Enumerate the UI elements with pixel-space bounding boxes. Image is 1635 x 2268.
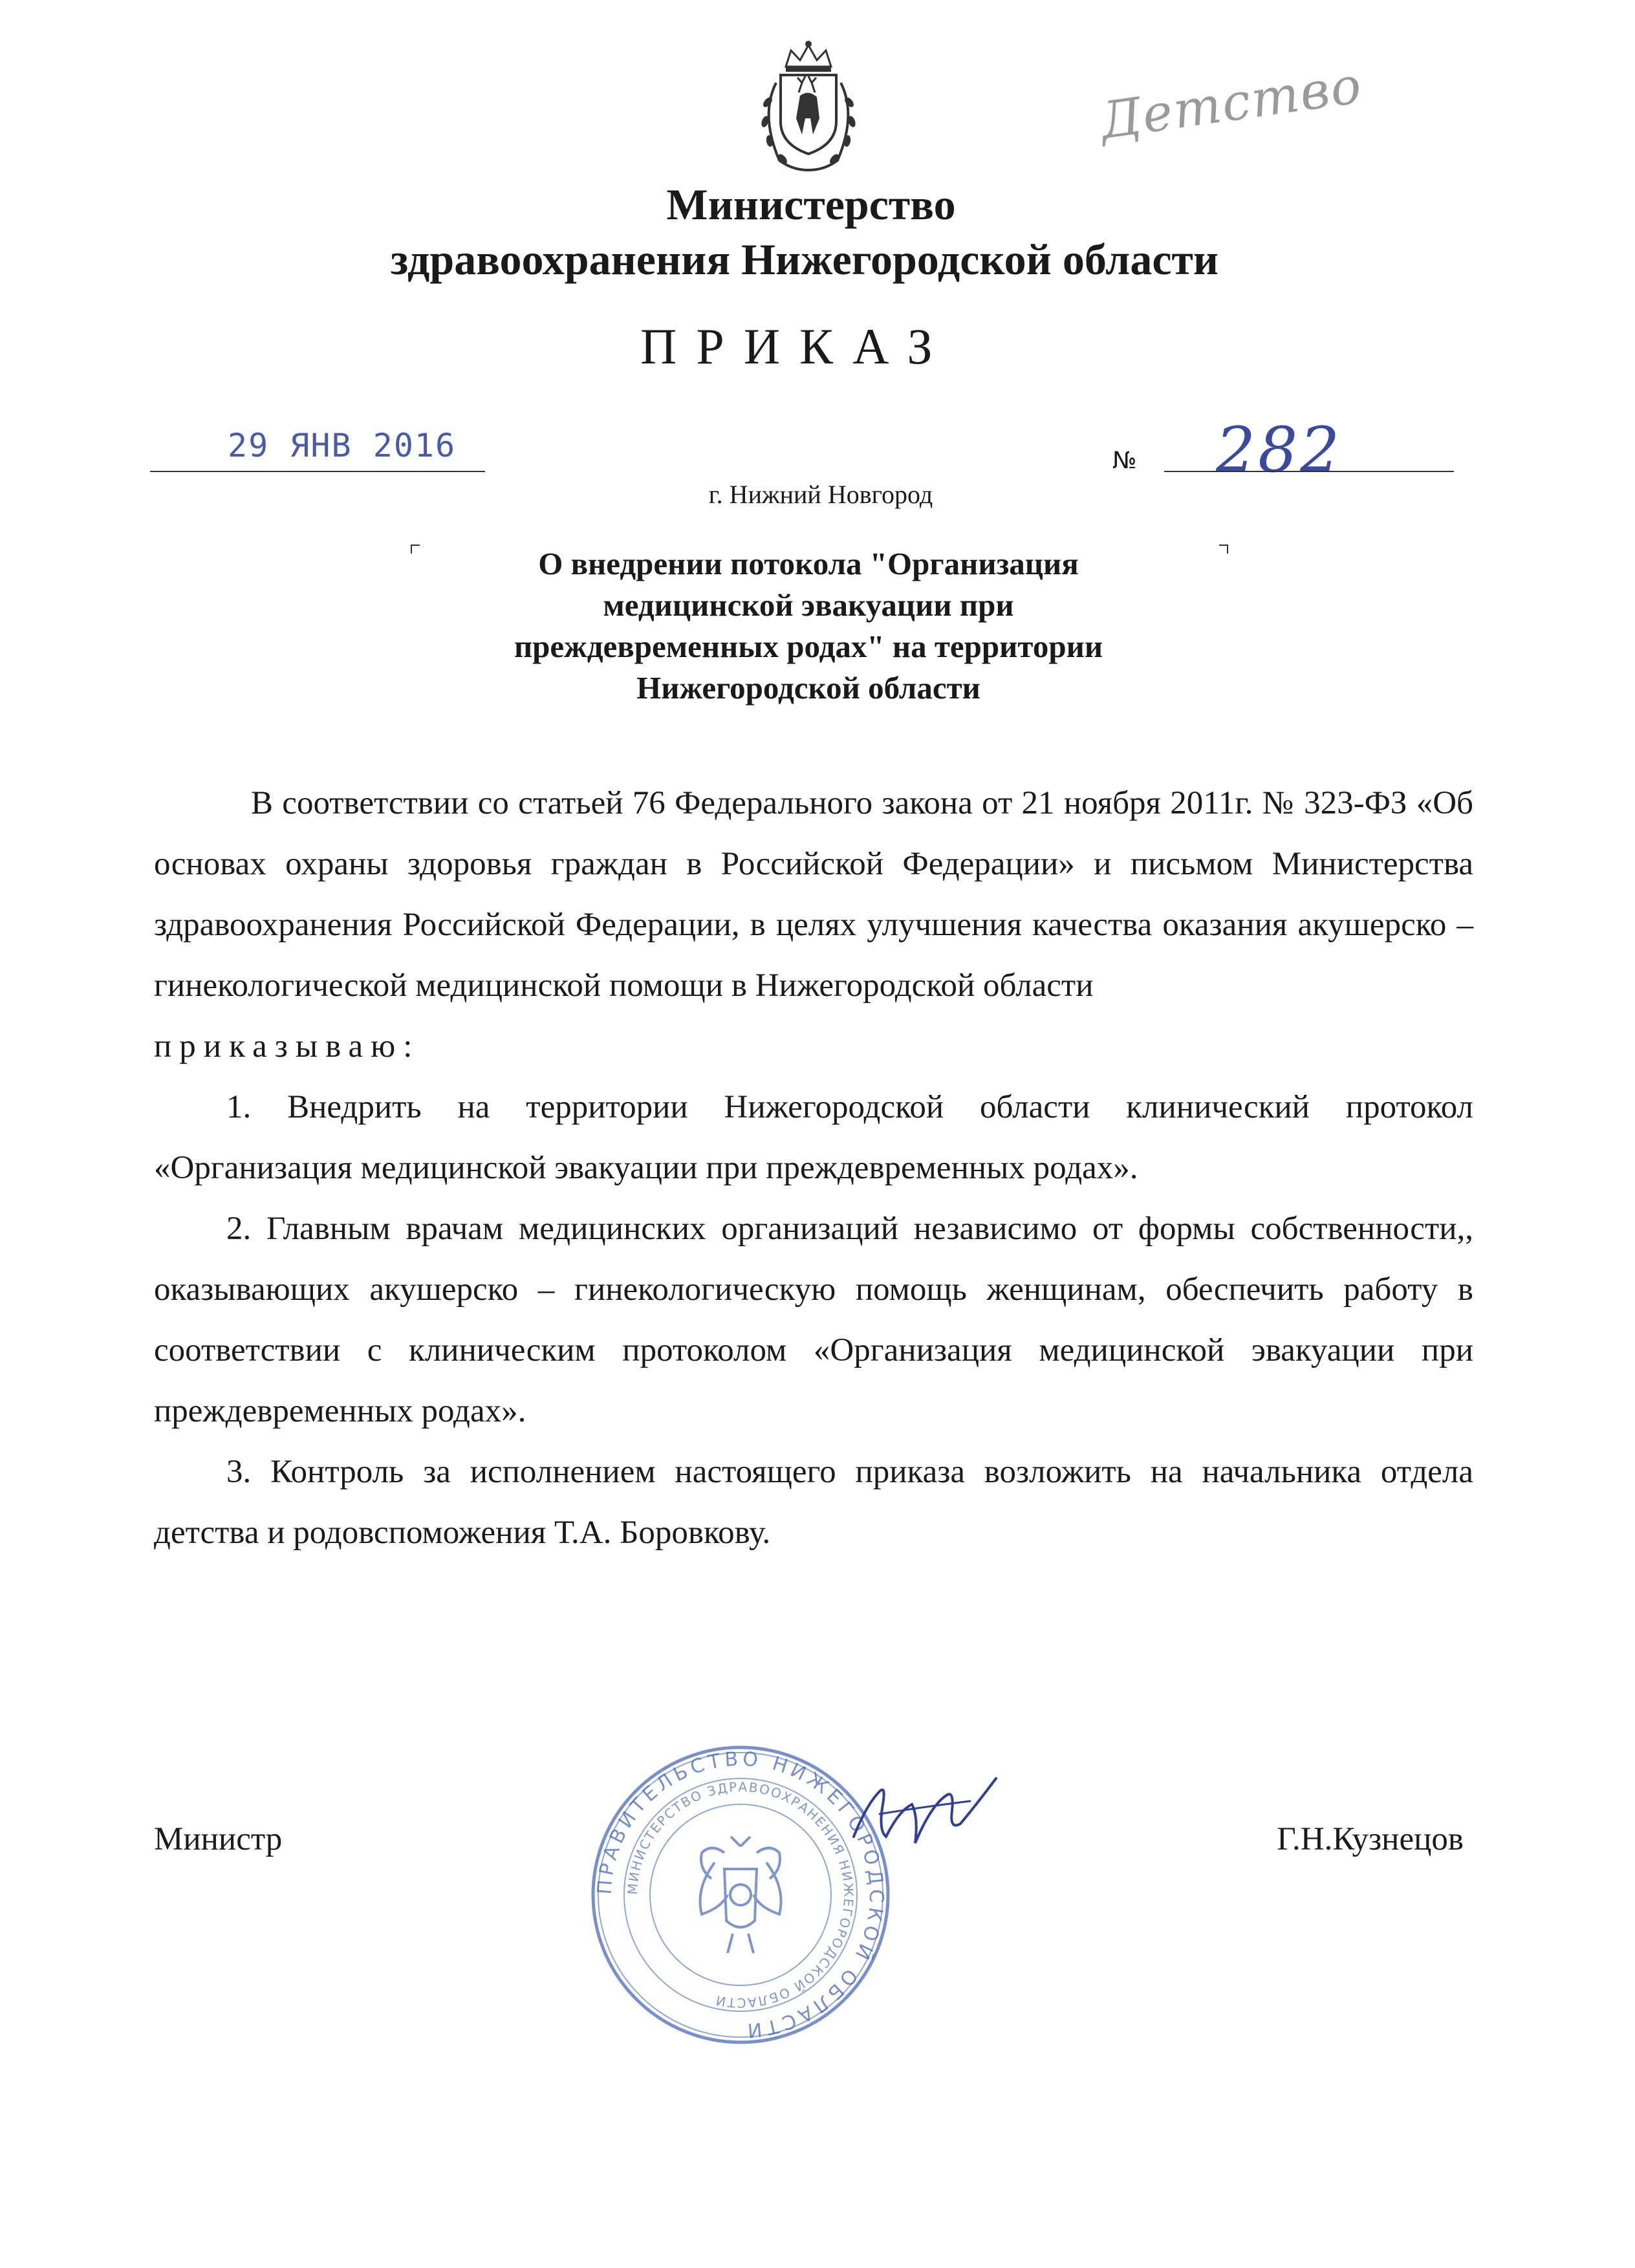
handwritten-note: Детство [1096,56,1366,151]
eagle-emblem-icon [700,1837,781,1953]
coat-of-arms-emblem [741,38,876,177]
minister-signature [841,1766,1009,1863]
document-type-heading: ПРИКАЗ [640,318,952,374]
number-label: № [1112,448,1137,474]
ministry-name-line2: здравоохранения Нижегородской области [390,235,1219,284]
title-line: Нижегородской области [636,670,980,706]
date-stamp: 29 ЯНВ 2016 [228,427,457,464]
order-word: приказываю: [154,1028,420,1064]
order-title [388,543,1229,709]
order-item-2: 2. Главным врачам медицинских организаций независимо от формы собственности,, оказывающих акушерско – гинекологическую помощь женщинам, обеспечить работу в соответствии с клиническим протоколом «Организация медицинской эвакуации при преждевременных родах». [154,1211,1473,1429]
seal-inner-text: МИНИСТЕРСТВО ЗДРАВООХРАНЕНИЯ НИЖЕГОРОДСКОЙ ОБЛАСТИ [624,1778,857,2011]
order-body [154,773,1473,1563]
order-item-3: 3. Контроль за исполнением настоящего приказа возложить на начальника отдела детства и родовспоможения Т.А. Боровкову. [154,1454,1473,1551]
title-line: преждевременных родах" на территории [514,629,1103,664]
signatory-name: Г.Н.Кузнецов [1277,1821,1464,1857]
title-line: медицинской эвакуации при [603,587,1014,623]
svg-text:МИНИСТЕРСТВО ЗДРАВООХРАНЕНИЯ Н [625,1779,857,2011]
ministry-name-line1: Министерство [666,180,956,229]
number-underline [1164,471,1454,472]
title-line: О внедрении потокола "Организация [538,546,1079,581]
preamble-paragraph: В соответствии со статьей 76 Федерального закона от 21 ноября 2011г. № 323-ФЗ «Об основах охраны здоровья граждан в Российской Федерации» и письмом Министерства здравоохранения Российской Федерации, в целях улучшения качества оказания акушерско – гинекологической медицинской помощи в Нижегородской области [154,785,1473,1004]
date-underline [150,471,485,472]
signatory-position: Министр [154,1821,283,1857]
seal-outer-text: ПРАВИТЕЛЬСТВО НИЖЕГОРОДСКОЙ ОБЛАСТИ [593,1747,888,2042]
city-line: г. Нижний Новгород [708,480,933,509]
order-item-1: 1. Внедрить на территории Нижегородской области клинический протокол «Организация медицинской эвакуации при преждевременных родах». [154,1089,1473,1186]
order-number: 282 [1216,414,1343,486]
